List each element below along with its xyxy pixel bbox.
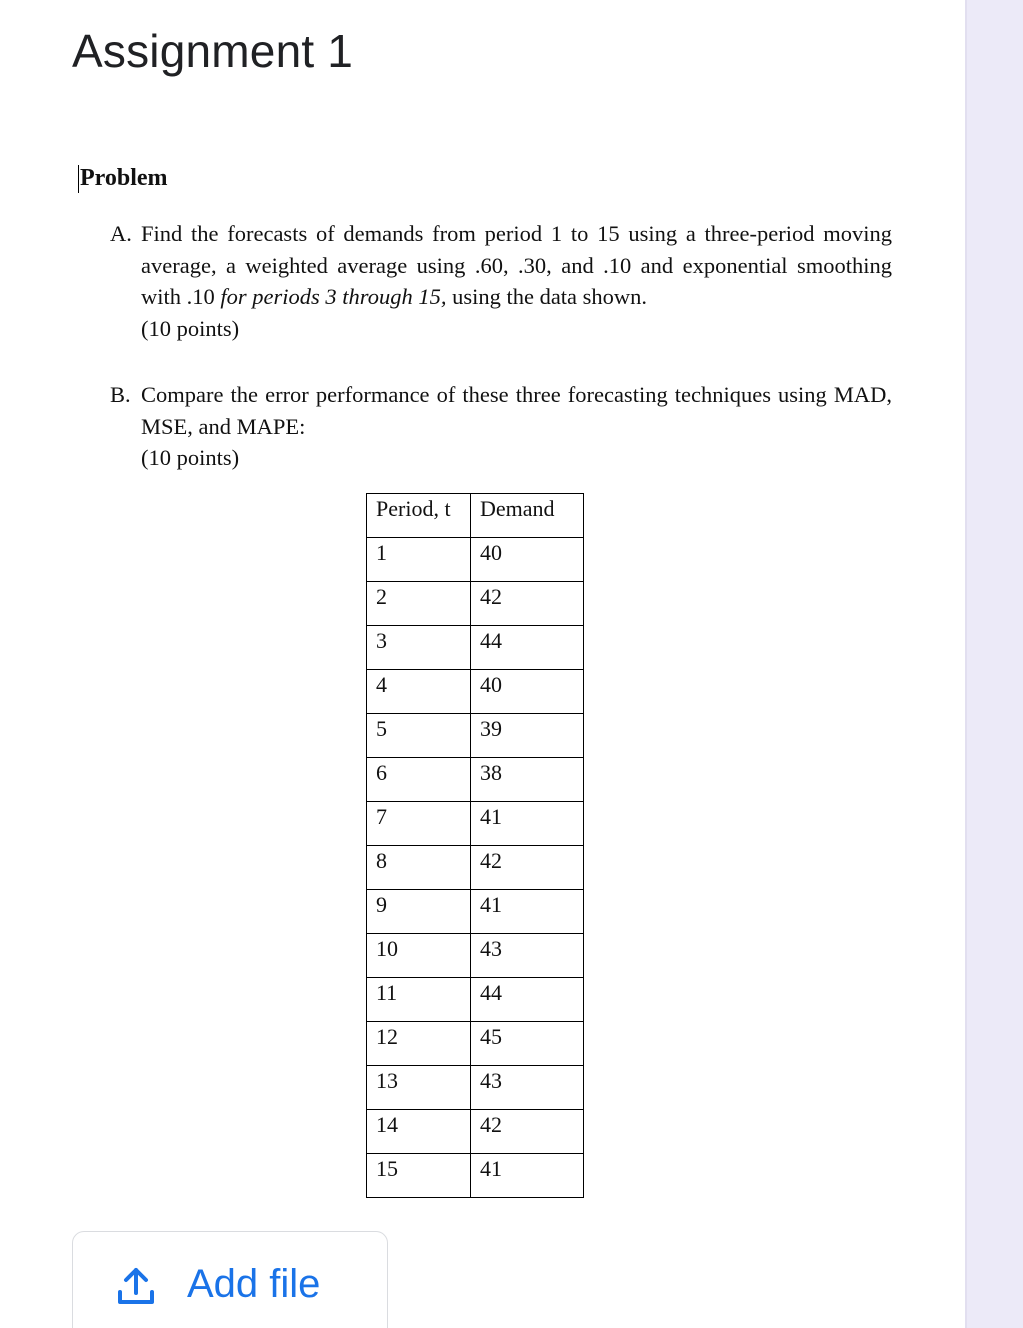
period-cell: 10 — [367, 934, 471, 978]
demand-cell: 42 — [471, 582, 584, 626]
demand-cell: 38 — [471, 758, 584, 802]
table-header-row — [367, 494, 584, 538]
table-row — [367, 758, 584, 802]
table-row — [367, 934, 584, 978]
item-text: Find the forecasts of demands from period 1 to 15 using a three-period moving average, a weighted average using .60, .30, and .10 and exponential smoothing with .10 — [141, 221, 892, 309]
page-title: Assignment 1 — [72, 25, 354, 77]
item-body — [141, 218, 892, 344]
item-points: (10 points) — [141, 445, 240, 470]
table-row — [367, 538, 584, 582]
problem-item-b — [110, 379, 892, 474]
demand-cell: 43 — [471, 1066, 584, 1110]
period-cell: 12 — [367, 1022, 471, 1066]
demand-cell: 41 — [471, 890, 584, 934]
demand-table — [366, 493, 584, 1198]
demand-cell: 39 — [471, 714, 584, 758]
table-row — [367, 582, 584, 626]
demand-cell: 42 — [471, 846, 584, 890]
demand-cell: 42 — [471, 1110, 584, 1154]
period-cell: 7 — [367, 802, 471, 846]
demand-cell: 44 — [471, 978, 584, 1022]
period-cell: 1 — [367, 538, 471, 582]
period-cell: 14 — [367, 1110, 471, 1154]
demand-cell: 41 — [471, 802, 584, 846]
table-row — [367, 846, 584, 890]
text-cursor — [78, 165, 79, 193]
table-row — [367, 714, 584, 758]
period-cell: 13 — [367, 1066, 471, 1110]
column-header-period: Period, t — [367, 494, 471, 538]
table-row — [367, 1110, 584, 1154]
period-cell: 8 — [367, 846, 471, 890]
table-row — [367, 802, 584, 846]
upload-icon — [117, 1266, 155, 1306]
item-text: Compare the error performance of these three forecasting techniques using MAD, MSE, and MAPE: — [141, 382, 892, 439]
demand-cell: 45 — [471, 1022, 584, 1066]
item-marker: B. — [110, 382, 131, 407]
table-row — [367, 978, 584, 1022]
item-marker: A. — [110, 221, 132, 246]
demand-cell: 44 — [471, 626, 584, 670]
period-cell: 2 — [367, 582, 471, 626]
table-row — [367, 1066, 584, 1110]
problem-attachment-image — [78, 160, 908, 1181]
period-cell: 3 — [367, 626, 471, 670]
demand-cell: 43 — [471, 934, 584, 978]
period-cell: 15 — [367, 1154, 471, 1198]
problem-heading — [78, 160, 908, 196]
period-cell: 11 — [367, 978, 471, 1022]
item-body — [141, 379, 892, 474]
problem-item-a — [110, 218, 892, 344]
period-cell: 4 — [367, 670, 471, 714]
item-text-italic: for periods 3 through 15, — [220, 284, 447, 309]
period-cell: 9 — [367, 890, 471, 934]
item-points: (10 points) — [141, 315, 240, 341]
table-body — [367, 538, 584, 1198]
period-cell: 6 — [367, 758, 471, 802]
table-row — [367, 1154, 584, 1198]
demand-cell: 41 — [471, 1154, 584, 1198]
demand-cell: 40 — [471, 670, 584, 714]
item-text-tail: using the data shown. — [452, 284, 648, 309]
table-row — [367, 670, 584, 714]
table-row — [367, 1022, 584, 1066]
demand-cell: 40 — [471, 538, 584, 582]
side-panel — [965, 0, 1023, 1328]
table-row — [367, 626, 584, 670]
column-header-demand: Demand — [471, 494, 584, 538]
add-file-button[interactable] — [72, 1231, 388, 1328]
period-cell: 5 — [367, 714, 471, 758]
problem-heading-text: Problem — [80, 165, 168, 191]
table-row — [367, 890, 584, 934]
add-file-label: Add file — [187, 1262, 321, 1306]
